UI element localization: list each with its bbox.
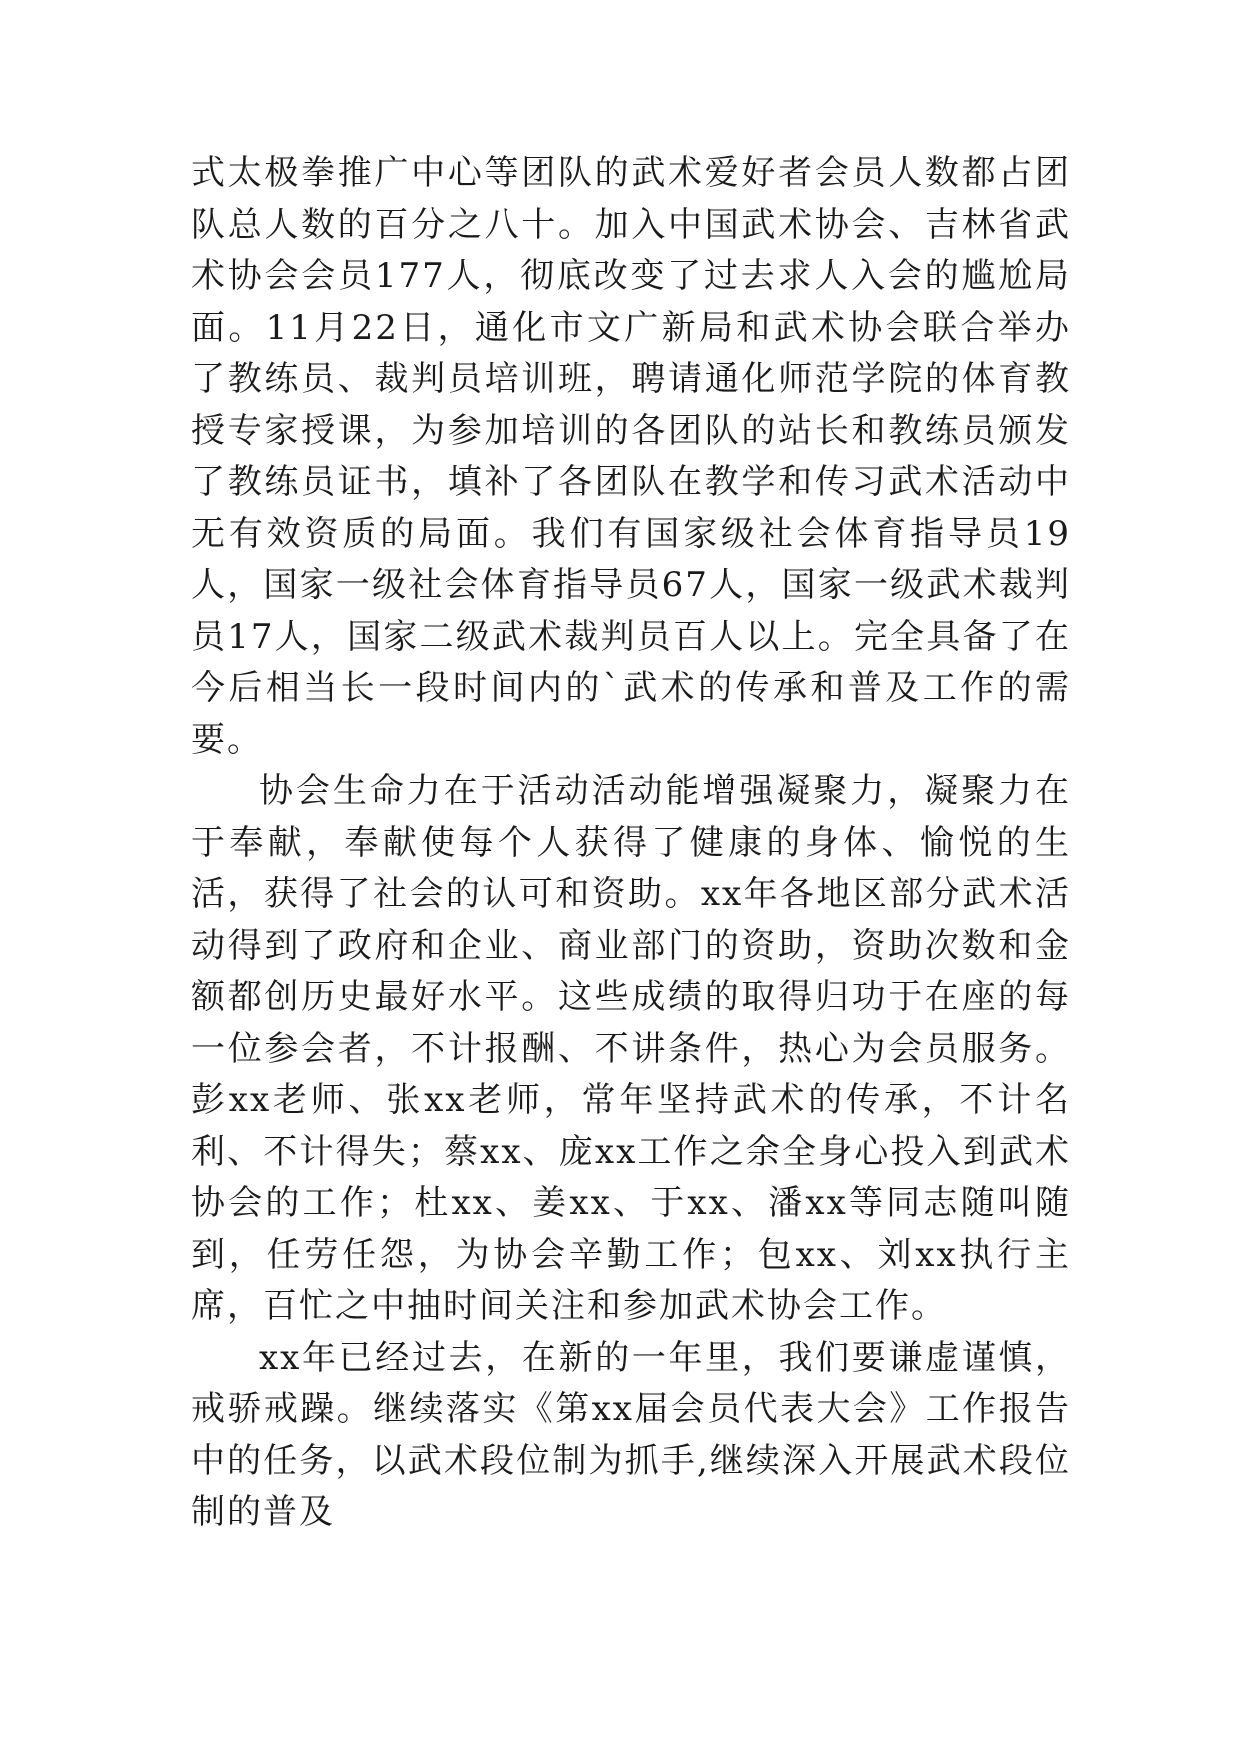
paragraph-membership-training: 式太极拳推广中心等团队的武术爱好者会员人数都占团队总人数的百分之八十。加入中国武术协会、吉林省武术协会会员177人，彻底改变了过去求人入会的尴尬局面。11月22日，通化市文广新局和武术协会联合举办了教练员、裁判员培训班，聘请通化师范学院的体育教授专家授课，为参加培训的各团队的站长和教练员颁发了教练员证书，填补了各团队在教学和传习武术活动中无有效资质的局面。我们有国家级社会体育指导员19人，国家一级社会体育指导员67人，国家一级武术裁判员17人，国家二级武术裁判员百人以上。完全具备了在今后相当长一段时间内的`武术的传承和普及工作的需要。 bbox=[191, 153, 1071, 760]
paragraph-activities-funding: 协会生命力在于活动活动能增强凝聚力，凝聚力在于奉献，奉献使每个人获得了健康的身体、愉悦的生活，获得了社会的认可和资助。xx年各地区部分武术活动得到了政府和企业、商业部门的资助，资助次数和金额都创历史最好水平。这些成绩的取得归功于在座的每一位参会者，不计报酬、不讲条件，热心为会员服务。彭xx老师、张xx老师，常年坚持武术的传承，不计名利、不计得失；蔡xx、庞xx工作之余全身心投入到武术协会的工作；杜xx、姜xx、于xx、潘xx等同志随叫随到，任劳任怨，为协会辛勤工作；包xx、刘xx执行主席，百忙之中抽时间关注和参加武术协会工作。 bbox=[191, 771, 1071, 1326]
paragraph-new-year-tasks: xx年已经过去，在新的一年里，我们要谦虚谨慎，戒骄戒躁。继续落实《第xx届会员代表大会》工作报告中的任务，以武术段位制为抓手,继续深入开展武术段位制的普及 bbox=[191, 1337, 1071, 1532]
document-body bbox=[191, 148, 1071, 1539]
